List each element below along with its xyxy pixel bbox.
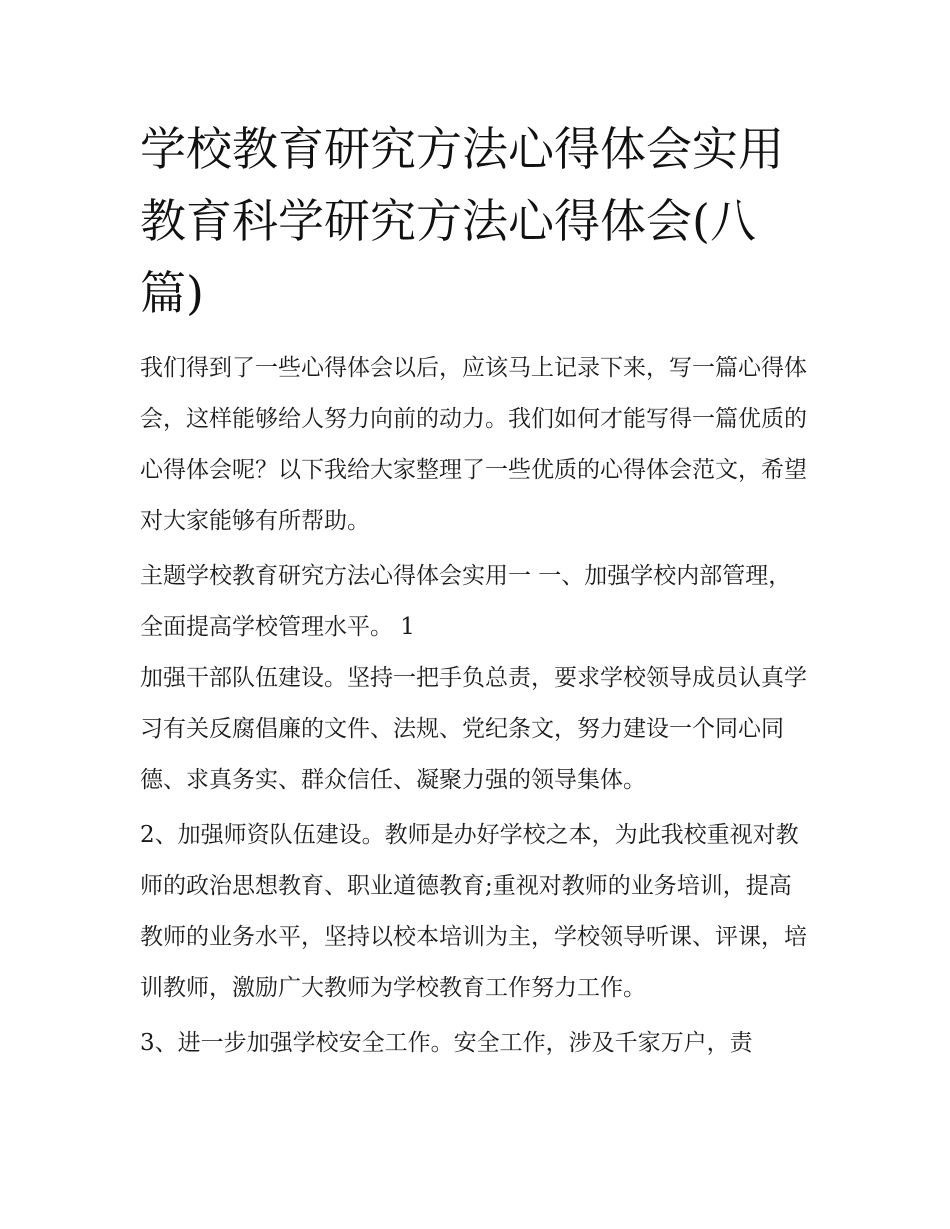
document-title: 学校教育研究方法心得体会实用 教育科学研究方法心得体会(八篇) — [140, 122, 784, 320]
cadre-building-paragraph: 加强干部队伍建设。坚持一把手负总责，要求学校领导成员认真学习有关反腐倡廉的文件、法规、党纪条文，努力建设一个同心同德、求真务实、群众信任、凝聚力强的领导集体。 — [140, 665, 807, 793]
section-heading-paragraph: 主题学校教育研究方法心得体会实用一 一、加强学校内部管理，全面提高学校管理水平。 1 — [140, 563, 792, 640]
teacher-building-paragraph: 2、加强师资队伍建设。教师是办好学校之本，为此我校重视对教师的政治思想教育、职业道德教育;重视对教师的业务培训，提高教师的业务水平，坚持以校本培训为主，学校领导听课、评课，培训教师，激励广大教师为学校教育工作努力工作。 — [140, 822, 807, 1001]
safety-work-paragraph: 3、进一步加强学校安全工作。安全工作，涉及千家万户，责 — [140, 1030, 753, 1056]
intro-paragraph: 我们得到了一些心得体会以后，应该马上记录下来，写一篇心得体会，这样能够给人努力向前的动力。我们如何才能写得一篇优质的心得体会呢？以下我给大家整理了一些优质的心得体会范文，希望对大家能够有所帮助。 — [140, 355, 807, 534]
document-page — [140, 0, 812, 1069]
document-body — [140, 343, 812, 1069]
